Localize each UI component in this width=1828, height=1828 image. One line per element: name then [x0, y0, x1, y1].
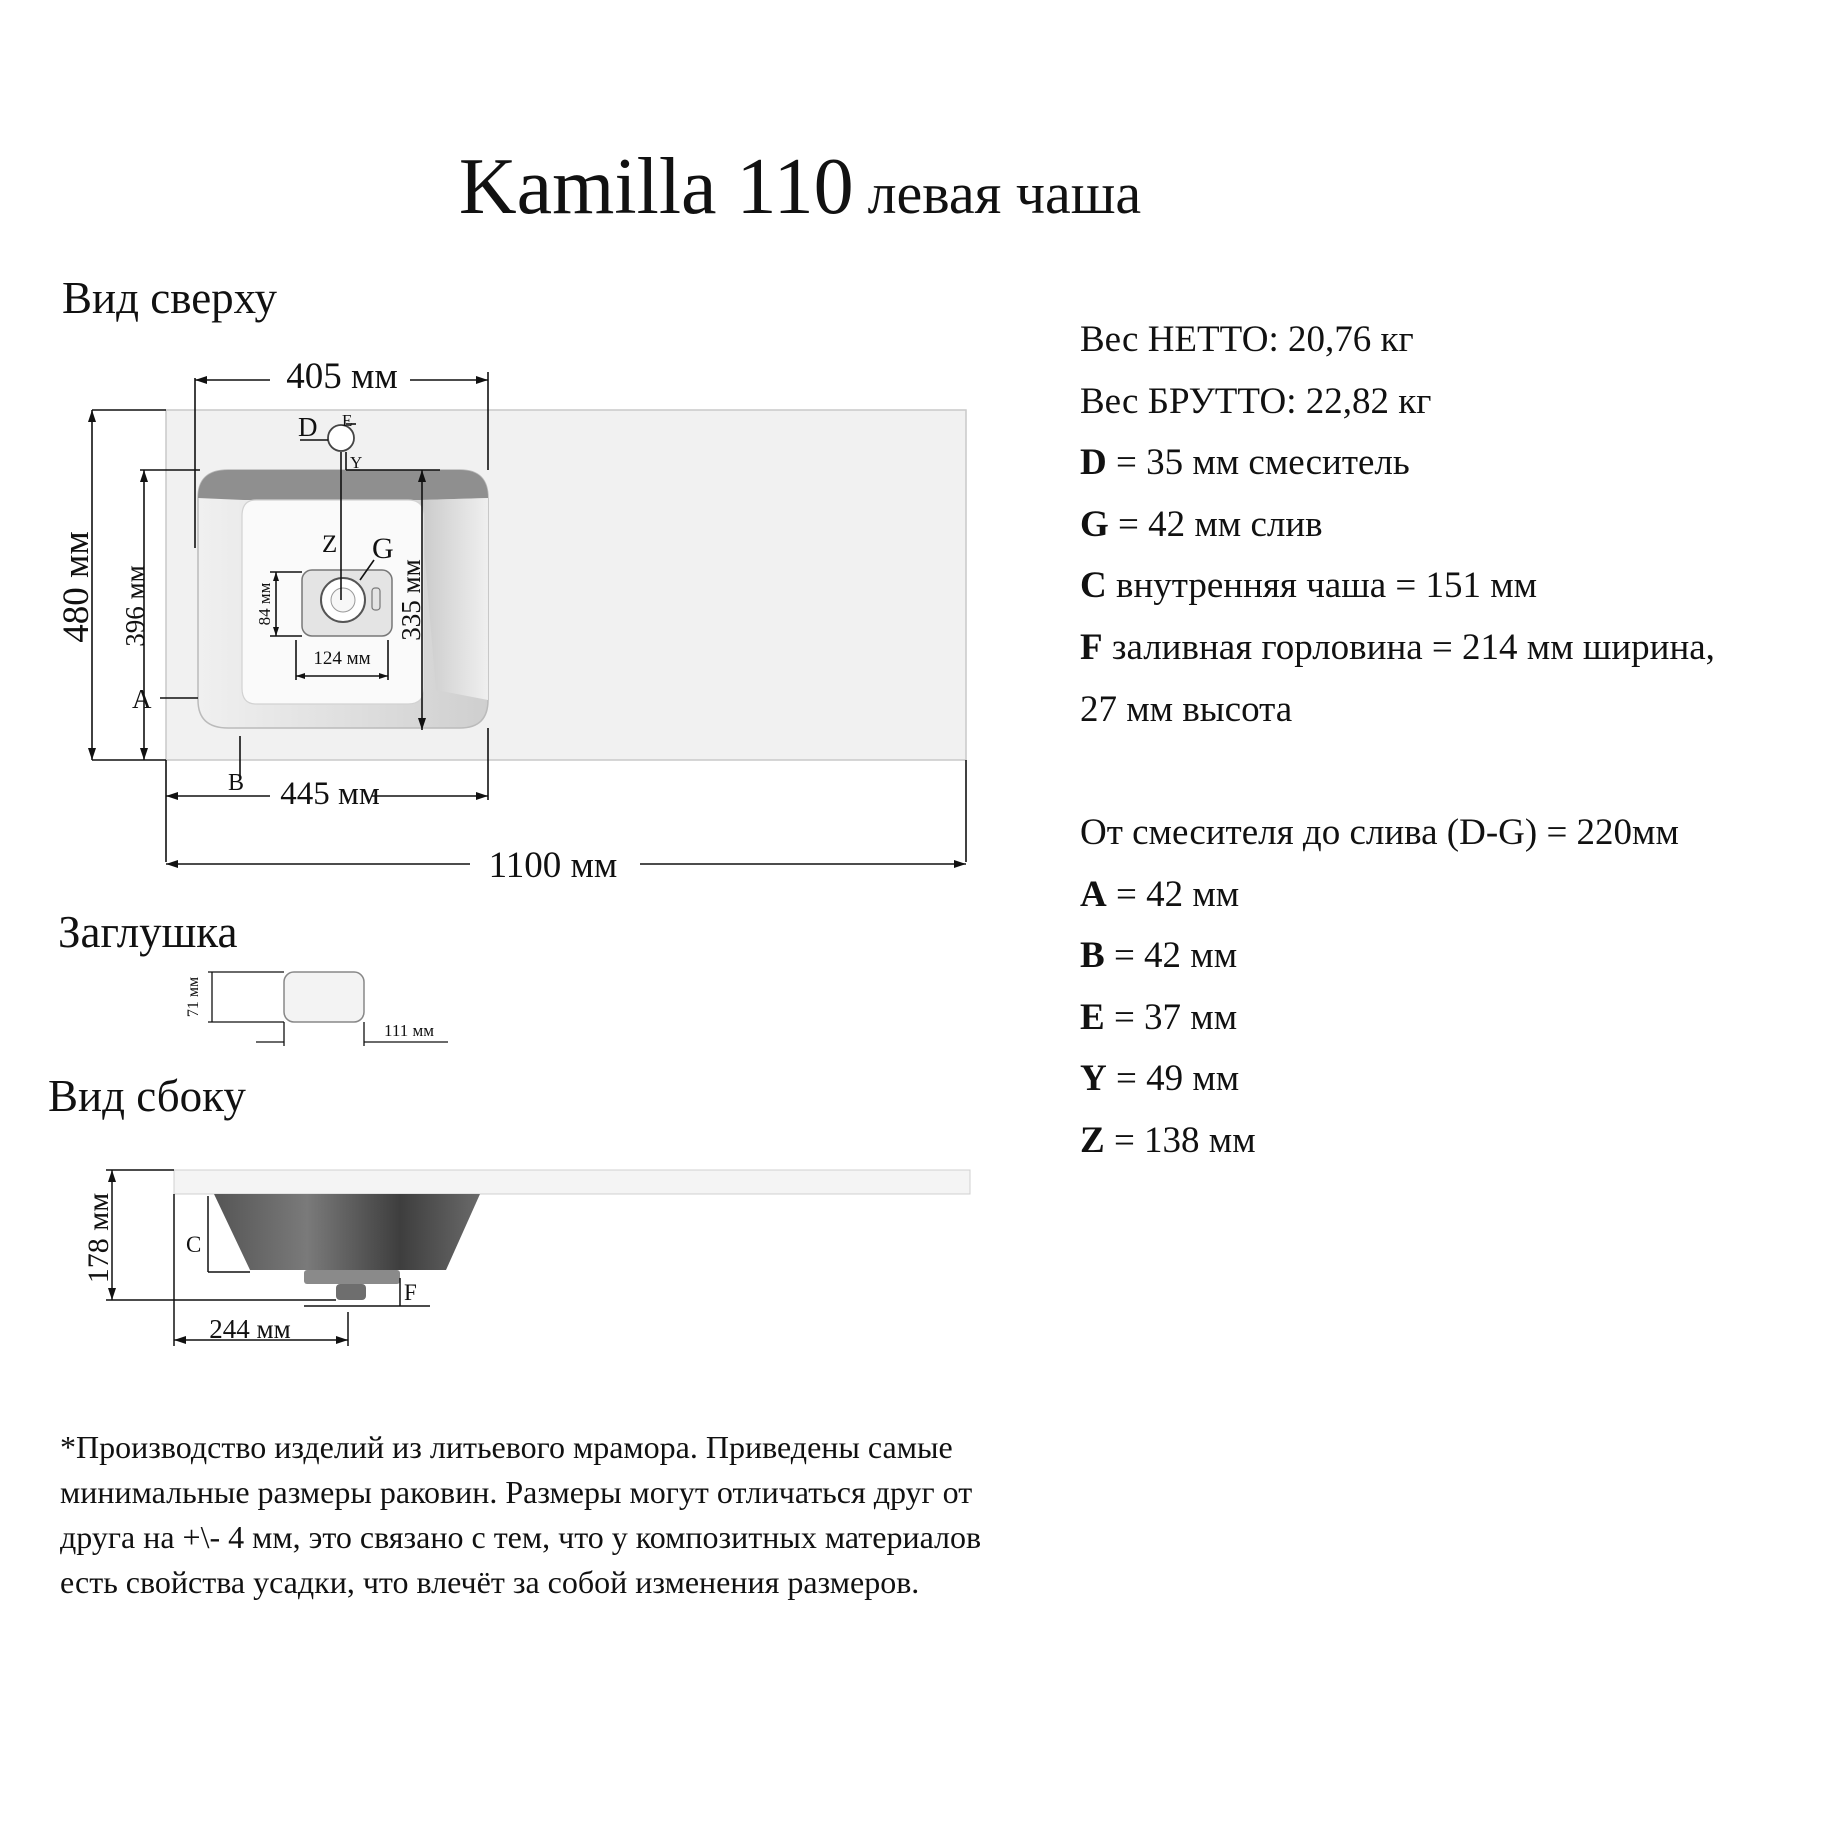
footnote: *Производство изделий из литьевого мрамора. Приведены самые минимальные размеры раковин. Размеры могут отличаться друг от друга на +\- 4 мм, это связано с тем, что у композитных материалов есть свойства усадки, что влечёт за собой изменения размеров. [60, 1429, 982, 1600]
drain-neck [304, 1270, 400, 1284]
dim-124: 124 мм [313, 648, 371, 669]
spec-Y: Y = 49 мм [1080, 1058, 1240, 1099]
label-Y: Y [350, 453, 363, 472]
dim-445: 445 мм [280, 776, 380, 812]
dim-178: 178 мм [82, 1192, 115, 1284]
top-view-drawing [56, 356, 966, 886]
spec-Z: Z = 138 мм [1080, 1120, 1256, 1161]
spec-A: A = 42 мм [1080, 874, 1240, 915]
countertop-side [174, 1170, 970, 1194]
label-C: C [186, 1232, 202, 1257]
spec-F: F заливная горловина = 214 мм ширина, [1080, 627, 1715, 668]
label-A: A [132, 684, 152, 714]
top-view-label: Вид сверху [62, 273, 277, 323]
label-D: D [298, 412, 318, 442]
plug-drawing [185, 972, 448, 1046]
side-view-drawing [82, 1170, 970, 1346]
dim-84: 84 мм [255, 582, 274, 626]
spec-F-height: 27 мм высота [1080, 689, 1293, 730]
side-view-label: Вид сбоку [48, 1071, 246, 1121]
spec-D-G: От смесителя до слива (D-G) = 220мм [1080, 812, 1679, 853]
spec-B: B = 42 мм [1080, 935, 1238, 976]
spec-net-weight: Вес НЕТТО: 20,76 кг [1080, 319, 1414, 360]
plug-label: Заглушка [58, 907, 238, 957]
spec-gross-weight: Вес БРУТТО: 22,82 кг [1080, 381, 1432, 422]
dim-480: 480 мм [56, 531, 97, 643]
label-F: F [404, 1280, 417, 1305]
label-B: B [228, 770, 245, 796]
dim-244: 244 мм [209, 1314, 291, 1344]
dim-71: 71 мм [185, 976, 202, 1018]
bowl-back-wall [198, 470, 488, 500]
dim-111: 111 мм [384, 1021, 435, 1040]
label-G: G [372, 532, 394, 565]
spec-G: G = 42 мм слив [1080, 504, 1323, 545]
title-sub: левая чаша [867, 161, 1142, 226]
label-E: E [342, 411, 353, 430]
spec-C: C внутренняя чаша = 151 мм [1080, 565, 1538, 606]
dim-335: 335 мм [396, 559, 426, 641]
label-Z: Z [322, 531, 338, 558]
dim-1100: 1100 мм [488, 845, 618, 886]
title-main: Kamilla 110 [458, 143, 854, 231]
spec-E: E = 37 мм [1080, 997, 1238, 1038]
plug-shape [284, 972, 364, 1022]
dim-396: 396 мм [120, 565, 150, 647]
dim-405: 405 мм [286, 356, 398, 397]
spec-D: D = 35 мм смеситель [1080, 442, 1410, 483]
bowl-side [214, 1194, 480, 1270]
